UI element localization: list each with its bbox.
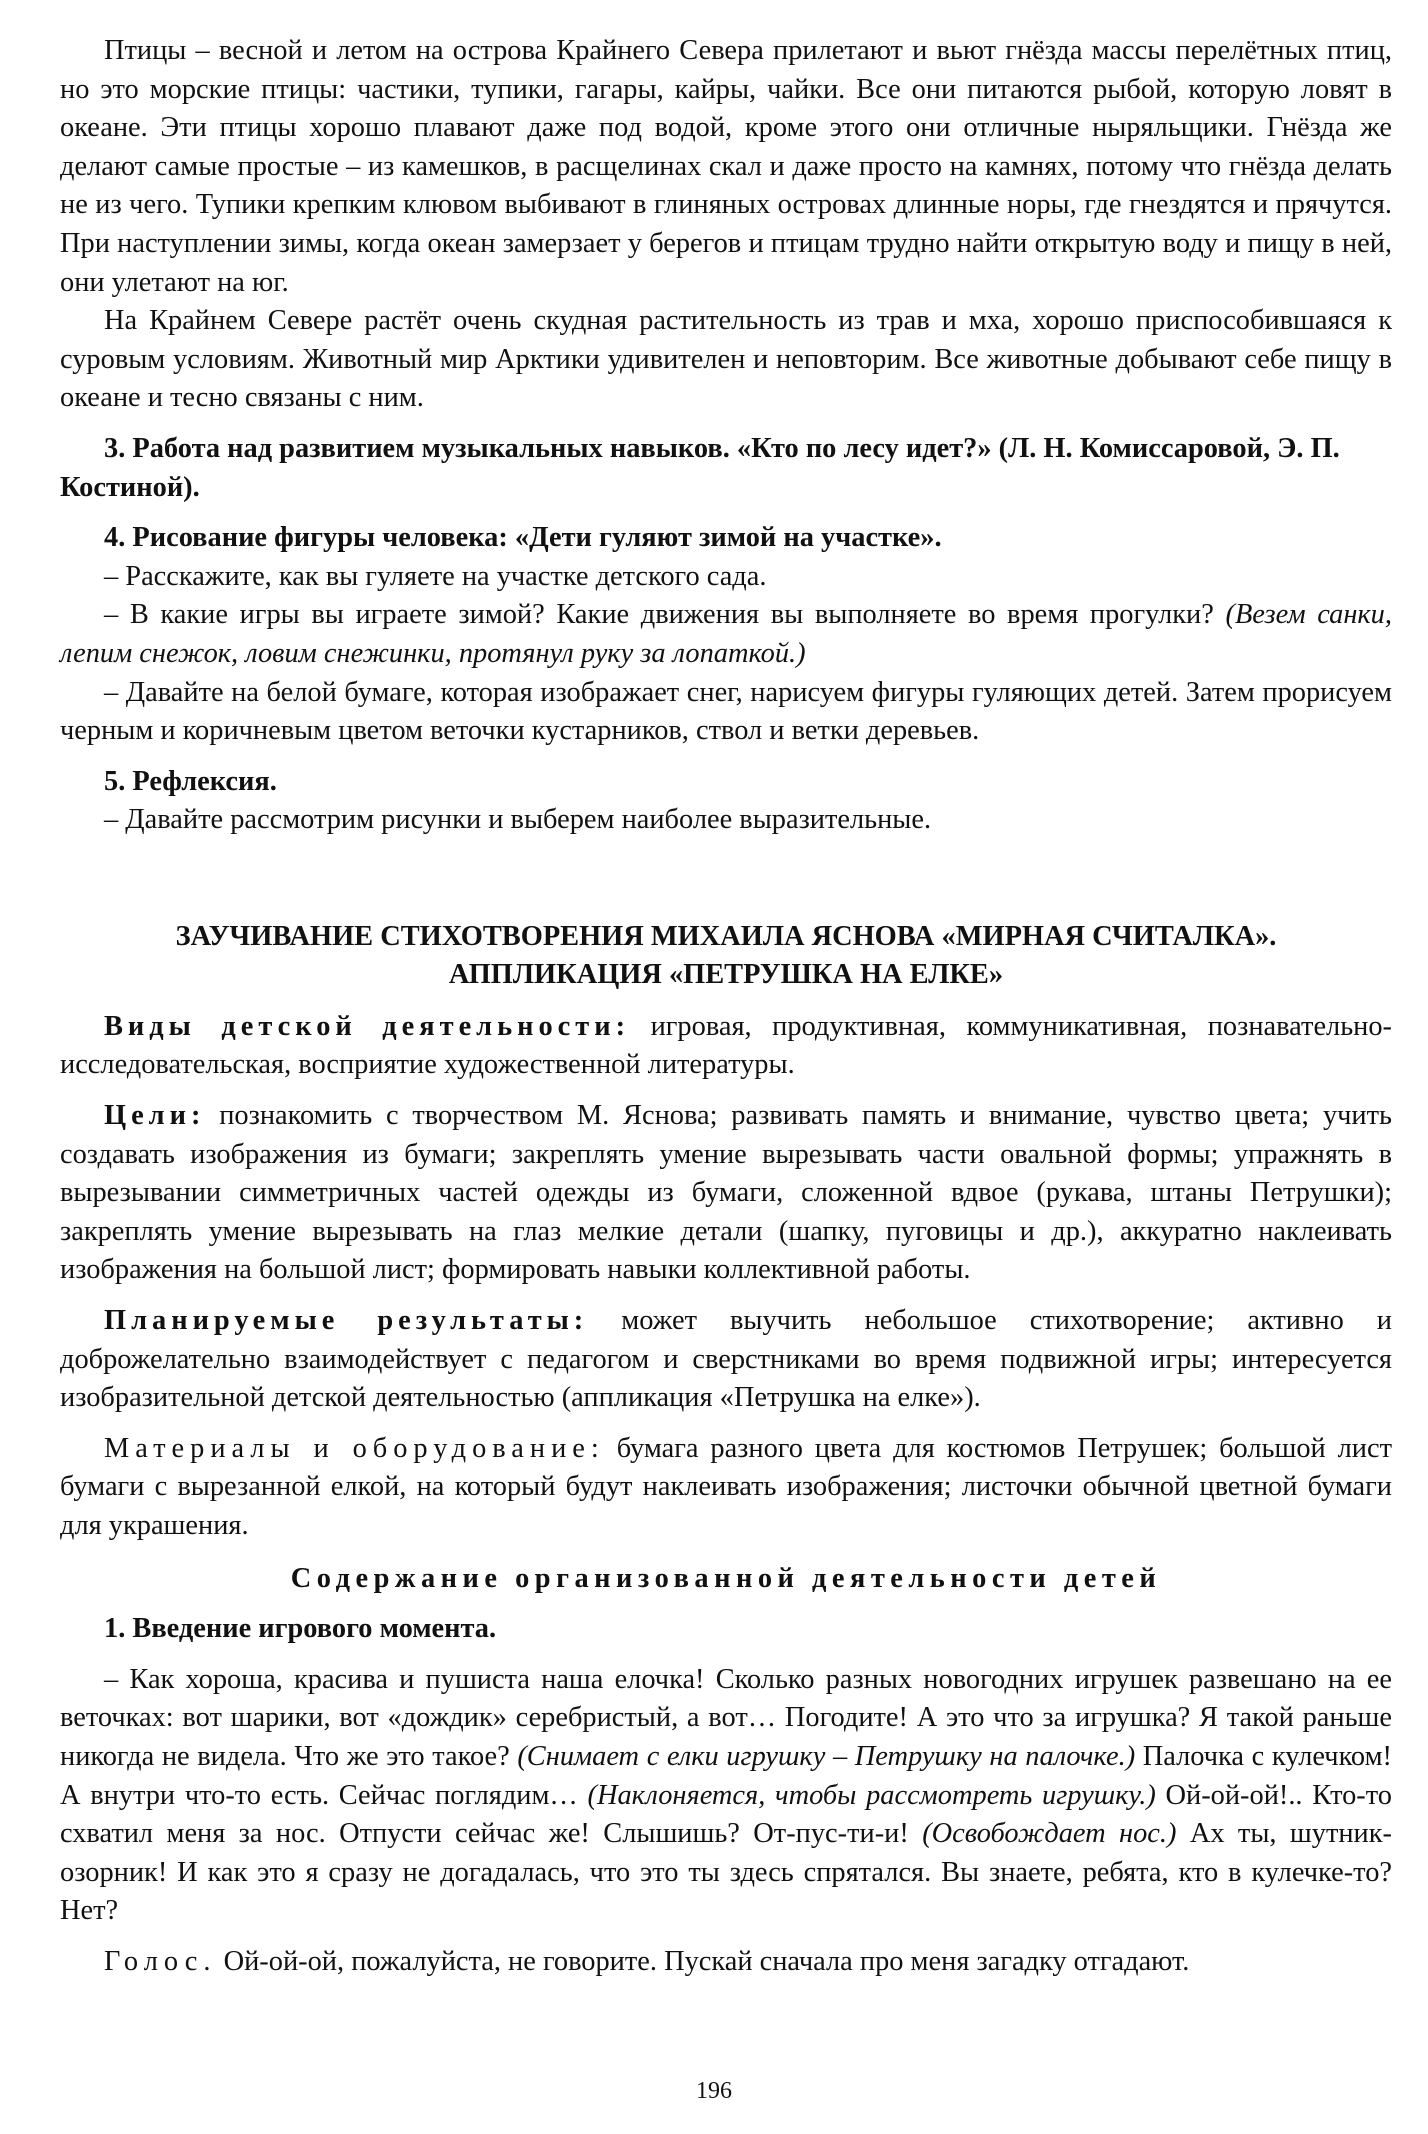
voice-label: Голос. xyxy=(104,1945,217,1977)
section-4-question: – В какие игры вы играете зимой? Какие движения вы выполняете во время прогулки? xyxy=(104,599,1214,631)
results-paragraph xyxy=(60,1302,1392,1418)
goals-text: познакомить с творчеством М. Яснова; развивать память и внимание, чувство цвета; учить создавать изображения из бумаги; закреплять умение вырезывать части овальной формы; упражнять в вырезывании симметричных частей одежды из бумаги, сложенной вдвое (рукава, штаны Петрушки); закреплять умение вырезывать на глаз мелкие детали (шапку, пуговицы и др.), аккуратно наклеивать изображения на большой лист; формировать навыки коллективной работы. xyxy=(60,1100,1392,1286)
goals-label: Цели: xyxy=(104,1100,206,1132)
results-text: может выучить небольшое стихотворение; активно и доброжелательно взаимодействует с педагогом и сверстниками во время подвижной игры; интересуется изобразительной детской деятельностью (аппликация «Петрушка на елке»). xyxy=(60,1305,1392,1414)
step-1-text-2: Палочка с кулечком! А внутри что-то есть. Сейчас поглядим… xyxy=(60,1740,1392,1811)
goals-paragraph xyxy=(60,1097,1392,1290)
step-1-dialogue xyxy=(60,1661,1392,1931)
results-label: Планируемые результаты: xyxy=(104,1305,589,1337)
step-1-remark-3: (Освобождает нос.) xyxy=(922,1818,1177,1850)
section-3-heading: 3. Работа над развитием музыкальных навыков. «Кто по лесу идет?» (Л. Н. Комиссаровой, Э. П. Костиной). xyxy=(60,432,1340,503)
materials-text: бумага разного цвета для костюмов Петрушек; большой лист бумаги с вырезанной елкой, на который будут наклеивать изображения; листочки обычной цветной бумаги для украшения. xyxy=(60,1432,1393,1541)
lesson-title xyxy=(60,918,1392,994)
activities-label: Виды детской деятельности: xyxy=(104,1010,631,1042)
section-4-answer: (Везем санки, лепим снежок, ловим снежинки, протянул руку за лопаткой.) xyxy=(60,599,1392,669)
step-1-remark-2: (Наклоняется, чтобы рассмотреть игрушку.) xyxy=(587,1779,1156,1811)
section-5-line-1: – Давайте рассмотрим рисунки и выберем наиболее выразительные. xyxy=(104,804,932,836)
step-1-text-3: Ой-ой-ой!.. Кто-то схватил меня за нос. Отпусти сейчас же! Слышишь? От-пус-ти-и! xyxy=(60,1779,1392,1850)
section-4-line-1: – Расскажите, как вы гуляете на участке детского сада. xyxy=(104,560,767,592)
section-4-heading: 4. Рисование фигуры человека: «Дети гуляют зимой на участке». xyxy=(104,522,942,554)
lesson-title-line-1: ЗАУЧИВАНИЕ СТИХОТВОРЕНИЯ МИХАИЛА ЯСНОВА «МИРНАЯ СЧИТАЛКА». xyxy=(175,920,1277,952)
step-1-remark-1: (Снимает с елки игрушку – Петрушку на палочке.) xyxy=(517,1740,1136,1772)
section-4-line-2 xyxy=(60,596,1392,673)
step-1-text-1: – Как хороша, красива и пушиста наша елочка! Сколько разных новогодних игрушек развешано на ее веточках: вот шарики, вот «дождик» серебристый, а вот… Погодите! А это что за игрушка? Я такой раньше никогда не видела. Что же это такое? xyxy=(60,1663,1392,1772)
step-1-text-4: Ах ты, шутник-озорник! И как это я сразу не догадалась, что это ты здесь спрятался. Вы знаете, ребята, кто в кулечке-то? Нет? xyxy=(60,1818,1392,1927)
activities-text: игровая, продуктивная, коммуникативная, познавательно-исследовательская, восприятие художественной литературы. xyxy=(60,1010,1393,1081)
activities-paragraph xyxy=(60,1008,1392,1085)
lesson-title-line-2: АППЛИКАЦИЯ «ПЕТРУШКА НА ЕЛКЕ» xyxy=(448,958,1004,990)
content-heading: Содержание организованной деятельности детей xyxy=(290,1562,1162,1594)
section-4-line-3: – Давайте на белой бумаге, которая изображает снег, нарисуем фигуры гуляющих детей. Затем прорисуем черным и коричневым цветом веточки кустарников, ствол и ветки деревьев. xyxy=(60,676,1392,747)
materials-paragraph xyxy=(60,1430,1392,1546)
step-1-heading: 1. Введение игрового момента. xyxy=(104,1613,497,1645)
section-5-heading: 5. Рефлексия. xyxy=(104,765,277,797)
materials-label: Материалы и оборудование: xyxy=(104,1432,605,1464)
voice-line xyxy=(60,1943,1392,1982)
intro-paragraph-flora: На Крайнем Севере растёт очень скудная растительность из трав и мха, хорошо приспособившаяся к суровым условиям. Животный мир Арктики удивителен и неповторим. Все животные добывают себе пищу в океане и тесно связаны с ним. xyxy=(60,305,1392,414)
page-number: 196 xyxy=(696,2078,732,2104)
voice-text: Ой-ой-ой, пожалуйста, не говорите. Пускай сначала про меня загадку отгадают. xyxy=(216,1945,1190,1977)
intro-paragraph-birds: Птицы – весной и летом на острова Крайнего Севера прилетают и вьют гнёзда массы перелётных птиц, но это морские птицы: частики, тупики, гагары, кайры, чайки. Все они питаются рыбой, которую ловят в океане. Эти птицы хорошо плавают даже под водой, кроме этого они отличные ныряльщики. Гнёзда же делают самые простые – из камешков, в расщелинах скал и даже просто на камнях, потому что гнёзда делать не из чего. Тупики крепким клювом выбивают в глиняных островах длинные норы, где гнездятся и прячутся. При наступлении зимы, когда океан замерзает у берегов и птицам трудно найти открытую воду и пищу в ней, они улетают на юг. xyxy=(60,35,1392,298)
